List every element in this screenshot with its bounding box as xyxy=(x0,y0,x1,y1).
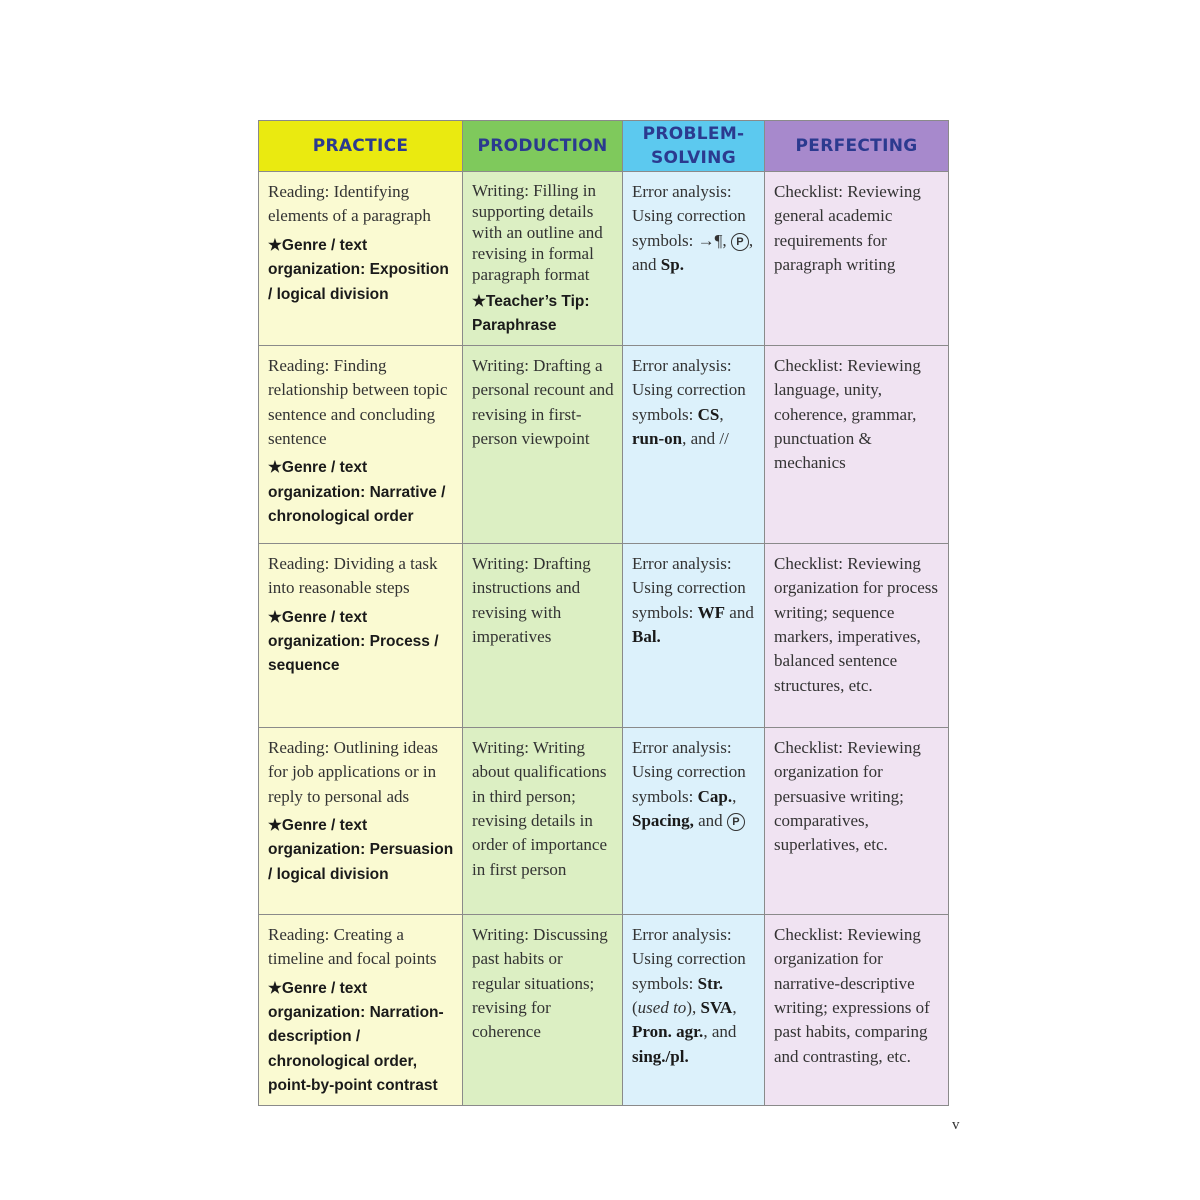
practice-cell xyxy=(259,727,463,914)
star-icon: ★ xyxy=(268,459,282,477)
production-cell: Writing: Drafting instructions and revising with imperatives xyxy=(463,543,623,727)
problem-cell: Error analysis: Using correction symbols: CS, run-on, and // xyxy=(623,345,765,543)
genre-note: ★Genre / text organization: Narrative / chronological order xyxy=(268,459,446,526)
circled-p-icon: P xyxy=(727,813,745,831)
practice-cell xyxy=(259,914,463,1105)
reading-text: Reading: Dividing a task into reasonable steps xyxy=(268,553,438,598)
practice-cell xyxy=(259,172,463,346)
problem-cell: Error analysis: Using correction symbols: Cap., Spacing, and P xyxy=(623,727,765,914)
header-perfecting: PERFECTING xyxy=(765,121,949,172)
perfecting-cell: Checklist: Reviewing organization for persuasive writing; comparatives, superlatives, etc. xyxy=(765,727,949,914)
star-icon: ★ xyxy=(268,236,282,254)
perfecting-cell: Checklist: Reviewing organization for narrative-descriptive writing; expressions of past habits, comparing and contrasting, etc. xyxy=(765,914,949,1105)
curriculum-table xyxy=(258,120,949,1106)
problem-cell: Error analysis: Using correction symbols: →¶, P , and Sp. xyxy=(623,172,765,346)
table-row xyxy=(259,345,949,543)
production-cell xyxy=(463,172,623,346)
production-cell: Writing: Drafting a personal recount and revising in first-person viewpoint xyxy=(463,345,623,543)
genre-note: ★Genre / text organization: Narration-description / chronological order, point-by-point contrast xyxy=(268,979,444,1095)
perfecting-cell: Checklist: Reviewing organization for process writing; sequence markers, imperatives, balanced sentence structures, etc. xyxy=(765,543,949,727)
perfecting-cell: Checklist: Reviewing general academic requirements for paragraph writing xyxy=(765,172,949,346)
problem-cell: Error analysis: Using correction symbols: WF and Bal. xyxy=(623,543,765,727)
table-row xyxy=(259,543,949,727)
genre-note: ★Genre / text organization: Process / sequence xyxy=(268,608,439,675)
production-cell: Writing: Writing about qualifications in third person; revising details in order of importance in first person xyxy=(463,727,623,914)
practice-cell xyxy=(259,345,463,543)
star-icon: ★ xyxy=(268,979,282,997)
reading-text: Reading: Creating a timeline and focal points xyxy=(268,924,437,969)
header-practice: PRACTICE xyxy=(259,121,463,172)
practice-cell xyxy=(259,543,463,727)
reading-text: Reading: Identifying elements of a paragraph xyxy=(268,182,431,226)
header-production: PRODUCTION xyxy=(463,121,623,172)
reading-text: Reading: Finding relationship between topic sentence and concluding sentence xyxy=(268,355,448,449)
table-row xyxy=(259,172,949,346)
header-problem-solving: PROBLEM- SOLVING xyxy=(623,121,765,172)
problem-cell: Error analysis: Using correction symbols: Str. (used to), SVA, Pron. agr., and sing./pl. xyxy=(623,914,765,1105)
genre-note: ★Genre / text organization: Exposition / logical division xyxy=(268,236,449,303)
circled-p-icon: P xyxy=(731,233,749,251)
perfecting-cell: Checklist: Reviewing language, unity, coherence, grammar, punctuation & mechanics xyxy=(765,345,949,543)
table-row xyxy=(259,727,949,914)
table-row xyxy=(259,914,949,1105)
teacher-tip: ★Teacher’s Tip: Paraphrase xyxy=(472,293,590,335)
header-row xyxy=(259,121,949,172)
production-cell: Writing: Discussing past habits or regular situations; revising for coherence xyxy=(463,914,623,1105)
star-icon: ★ xyxy=(268,608,282,626)
page-number: v xyxy=(952,1117,960,1133)
genre-note: ★Genre / text organization: Persuasion / logical division xyxy=(268,817,454,883)
writing-text: Writing: Filling in supporting details with an outline and revising in formal paragraph format xyxy=(472,181,603,284)
star-icon: ★ xyxy=(268,817,282,835)
reading-text: Reading: Outlining ideas for job applications or in reply to personal ads xyxy=(268,737,438,806)
